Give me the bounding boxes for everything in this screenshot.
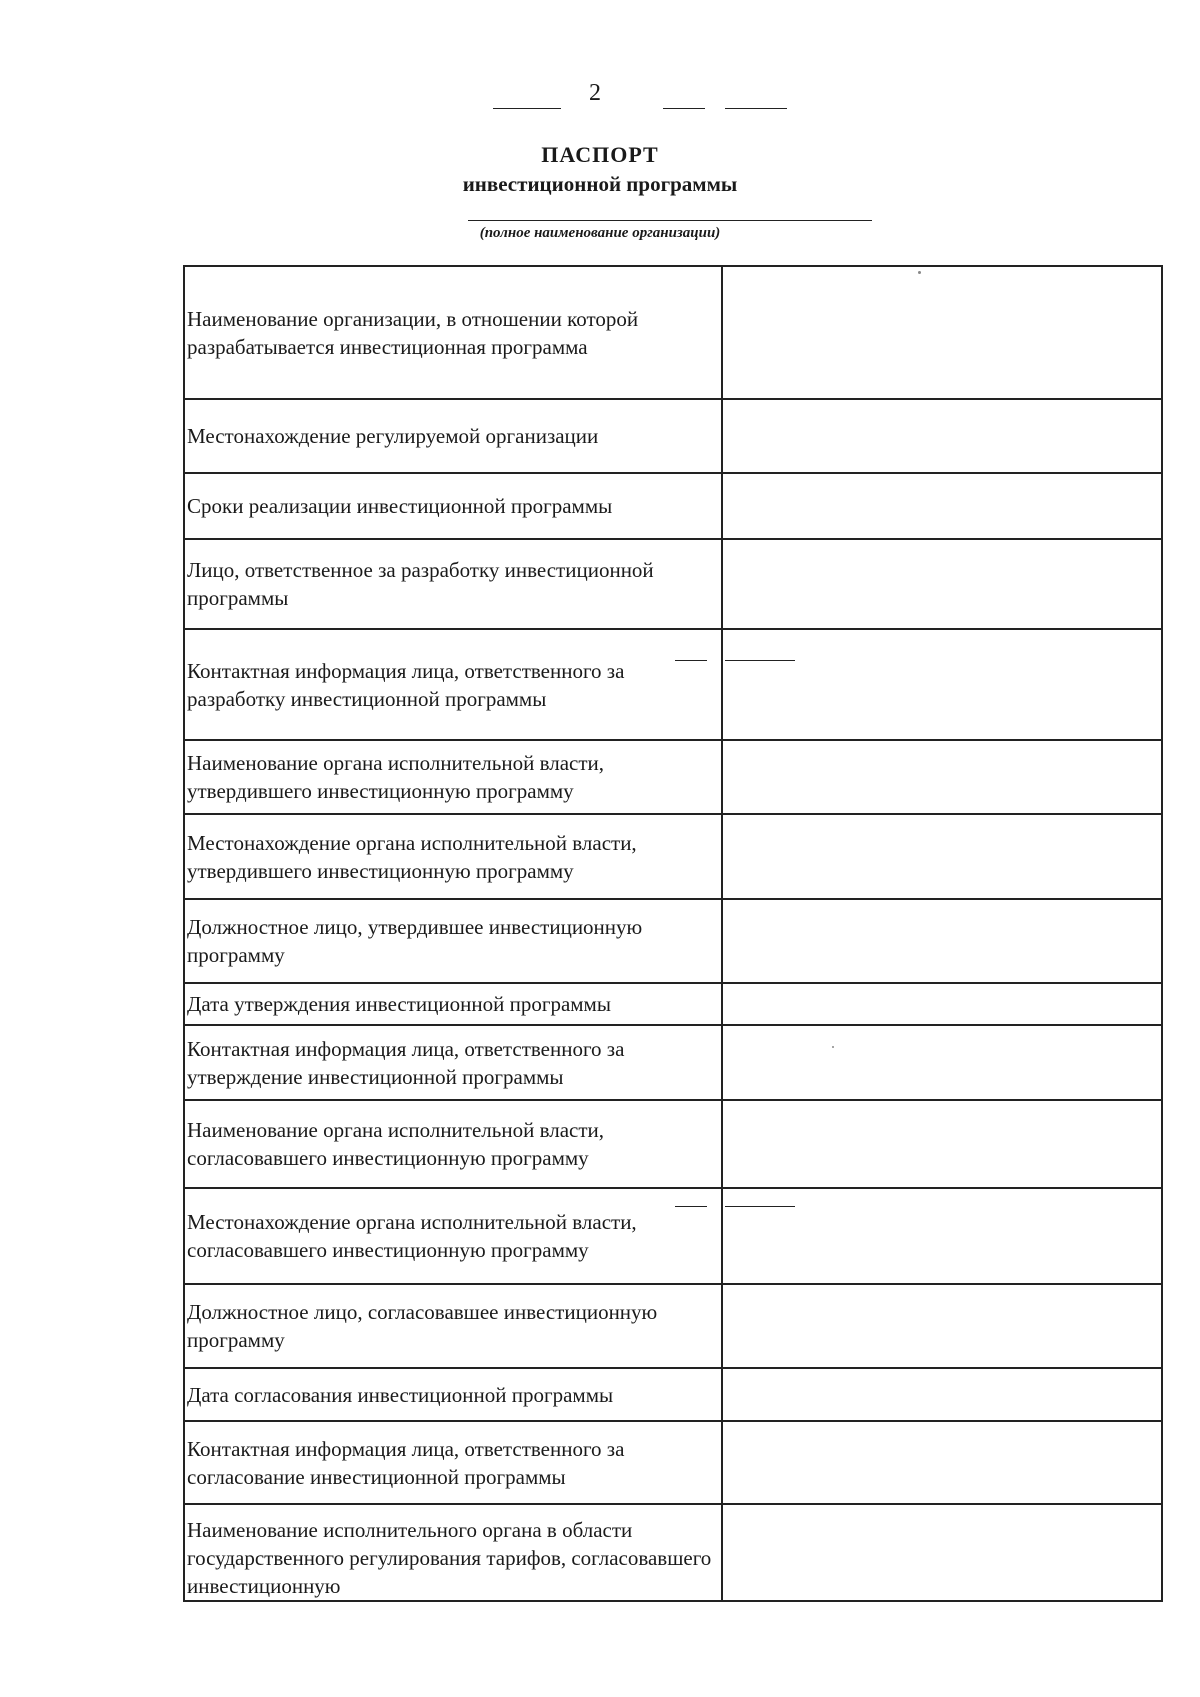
table-row bbox=[184, 1025, 1162, 1100]
row-label: Должностное лицо, согласовавшее инвестиционную программу bbox=[184, 1284, 722, 1368]
row-value bbox=[722, 1284, 1162, 1368]
table-row bbox=[184, 266, 1162, 399]
stray-mark bbox=[725, 660, 795, 661]
page-number-rule-mid bbox=[663, 108, 705, 109]
row-label: Дата утверждения инвестиционной программы bbox=[184, 983, 722, 1025]
row-value bbox=[722, 1421, 1162, 1504]
row-label: Сроки реализации инвестиционной программы bbox=[184, 473, 722, 539]
row-label: Местонахождение органа исполнительной власти, утвердившего инвестиционную программу bbox=[184, 814, 722, 899]
document-subtitle: инвестиционной программы bbox=[462, 172, 738, 196]
row-value bbox=[722, 740, 1162, 814]
stray-mark bbox=[675, 1206, 707, 1207]
table-row bbox=[184, 814, 1162, 899]
row-value bbox=[722, 814, 1162, 899]
page-number-value: 2 bbox=[589, 80, 601, 106]
row-value bbox=[722, 399, 1162, 473]
row-value bbox=[722, 1100, 1162, 1188]
row-label: Лицо, ответственное за разработку инвестиционной программы bbox=[184, 539, 722, 629]
table-row bbox=[184, 983, 1162, 1025]
page-number bbox=[0, 80, 1200, 107]
row-label: Наименование исполнительного органа в области государственного регулирования тарифов, согласовавшего инвестиционную bbox=[184, 1504, 722, 1601]
row-label: Местонахождение регулируемой организации bbox=[184, 399, 722, 473]
row-label: Дата согласования инвестиционной программы bbox=[184, 1368, 722, 1421]
row-label: Местонахождение органа исполнительной власти, согласовавшего инвестиционную программу bbox=[184, 1188, 722, 1284]
table-row bbox=[184, 399, 1162, 473]
row-value bbox=[722, 983, 1162, 1025]
row-value bbox=[722, 1025, 1162, 1100]
table-row bbox=[184, 1284, 1162, 1368]
organization-name-line bbox=[468, 220, 872, 221]
page-number-rule-left bbox=[493, 108, 561, 109]
row-value bbox=[722, 473, 1162, 539]
row-value bbox=[722, 899, 1162, 983]
table-row bbox=[184, 1100, 1162, 1188]
row-value bbox=[722, 629, 1162, 740]
row-label: Контактная информация лица, ответственного за разработку инвестиционной программы bbox=[184, 629, 722, 740]
table-row bbox=[184, 1421, 1162, 1504]
row-value bbox=[722, 1188, 1162, 1284]
document-title: ПАСПОРТ bbox=[541, 142, 659, 167]
table-row bbox=[184, 1504, 1162, 1601]
scan-speck bbox=[918, 271, 921, 274]
table-row bbox=[184, 1368, 1162, 1421]
table-row bbox=[184, 473, 1162, 539]
table-row bbox=[184, 1188, 1162, 1284]
row-value bbox=[722, 539, 1162, 629]
table-row bbox=[184, 629, 1162, 740]
table-row bbox=[184, 899, 1162, 983]
scan-speck bbox=[832, 1046, 834, 1048]
row-label: Наименование органа исполнительной власти, утвердившего инвестиционную программу bbox=[184, 740, 722, 814]
page-number-rule-right bbox=[725, 108, 787, 109]
row-label: Контактная информация лица, ответственного за утверждение инвестиционной программы bbox=[184, 1025, 722, 1100]
row-value bbox=[722, 266, 1162, 399]
table-row bbox=[184, 539, 1162, 629]
stray-mark bbox=[725, 1206, 795, 1207]
row-value bbox=[722, 1368, 1162, 1421]
stray-mark bbox=[675, 660, 707, 661]
table-row bbox=[184, 740, 1162, 814]
passport-table bbox=[183, 265, 1163, 1602]
organization-name-caption: (полное наименование организации) bbox=[479, 225, 721, 241]
row-value bbox=[722, 1504, 1162, 1601]
row-label: Наименование органа исполнительной власти, согласовавшего инвестиционную программу bbox=[184, 1100, 722, 1188]
row-label: Должностное лицо, утвердившее инвестиционную программу bbox=[184, 899, 722, 983]
row-label: Наименование организации, в отношении которой разрабатывается инвестиционная программа bbox=[184, 266, 722, 399]
row-label: Контактная информация лица, ответственного за согласование инвестиционной программы bbox=[184, 1421, 722, 1504]
